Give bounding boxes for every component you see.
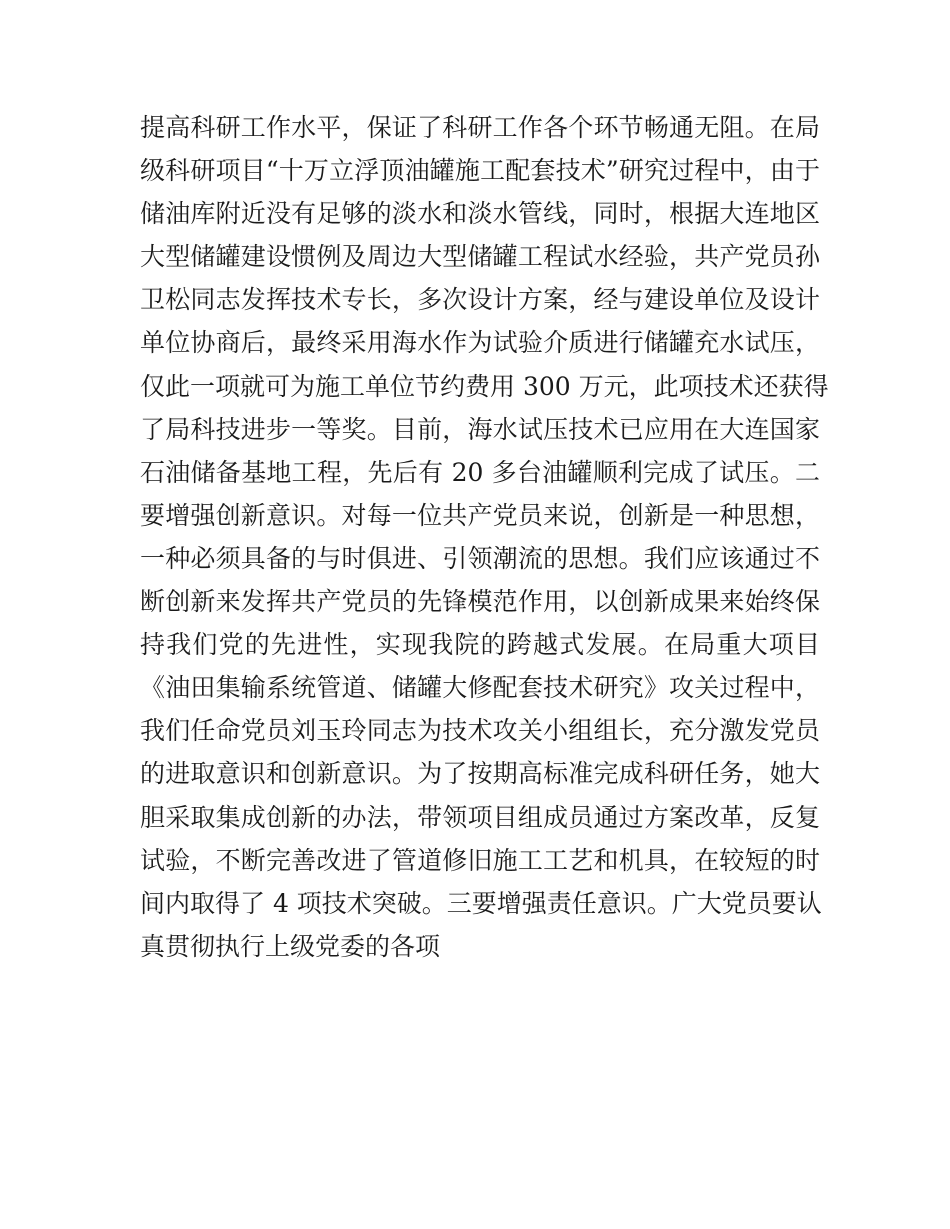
text-line: 胆采取集成创新的办法，带领项目组成员通过方案改革，反复	[140, 802, 820, 832]
text-line: 仅此一项就可为施工单位节约费用 300 万元，此项技术还获得	[140, 371, 829, 401]
text-line-last: 真贯彻执行上级党委的各项	[140, 931, 441, 961]
text-line: 卫松同志发挥技术专长，多次设计方案，经与建设单位及设计	[140, 285, 820, 315]
text-line: 我们任命党员刘玉玲同志为技术攻关小组组长，充分激发党员	[140, 716, 820, 746]
text-line: 级科研项目“十万立浮顶油罐施工配套技术”研究过程中，由于	[140, 156, 820, 186]
text-line: 一种必须具备的与时俱进、引领潮流的思想。我们应该通过不	[140, 543, 820, 573]
body-paragraph	[140, 106, 829, 968]
text-line: 《油田集输系统管道、储罐大修配套技术研究》攻关过程中，	[140, 673, 820, 703]
text-line: 试验，不断完善改进了管道修旧施工工艺和机具，在较短的时	[140, 845, 820, 875]
text-line: 单位协商后，最终采用海水作为试验介质进行储罐充水试压，	[140, 328, 820, 358]
text-line: 持我们党的先进性，实现我院的跨越式发展。在局重大项目	[140, 630, 820, 660]
text-line: 断创新来发挥共产党员的先锋模范作用，以创新成果来始终保	[140, 587, 820, 617]
text-line: 大型储罐建设惯例及周边大型储罐工程试水经验，共产党员孙	[140, 242, 820, 272]
text-line: 提高科研工作水平，保证了科研工作各个环节畅通无阻。在局	[140, 113, 820, 142]
text-line: 石油储备基地工程，先后有 20 多台油罐顺利完成了试压。二	[140, 457, 820, 487]
text-line: 要增强创新意识。对每一位共产党员来说，创新是一种思想，	[140, 500, 820, 530]
text-line: 间内取得了 4 项技术突破。三要增强责任意识。广大党员要认	[140, 888, 822, 918]
text-line: 储油库附近没有足够的淡水和淡水管线，同时，根据大连地区	[140, 199, 820, 229]
text-line: 了局科技进步一等奖。目前，海水试压技术已应用在大连国家	[140, 414, 820, 444]
text-line: 的进取意识和创新意识。为了按期高标准完成科研任务，她大	[140, 759, 820, 789]
